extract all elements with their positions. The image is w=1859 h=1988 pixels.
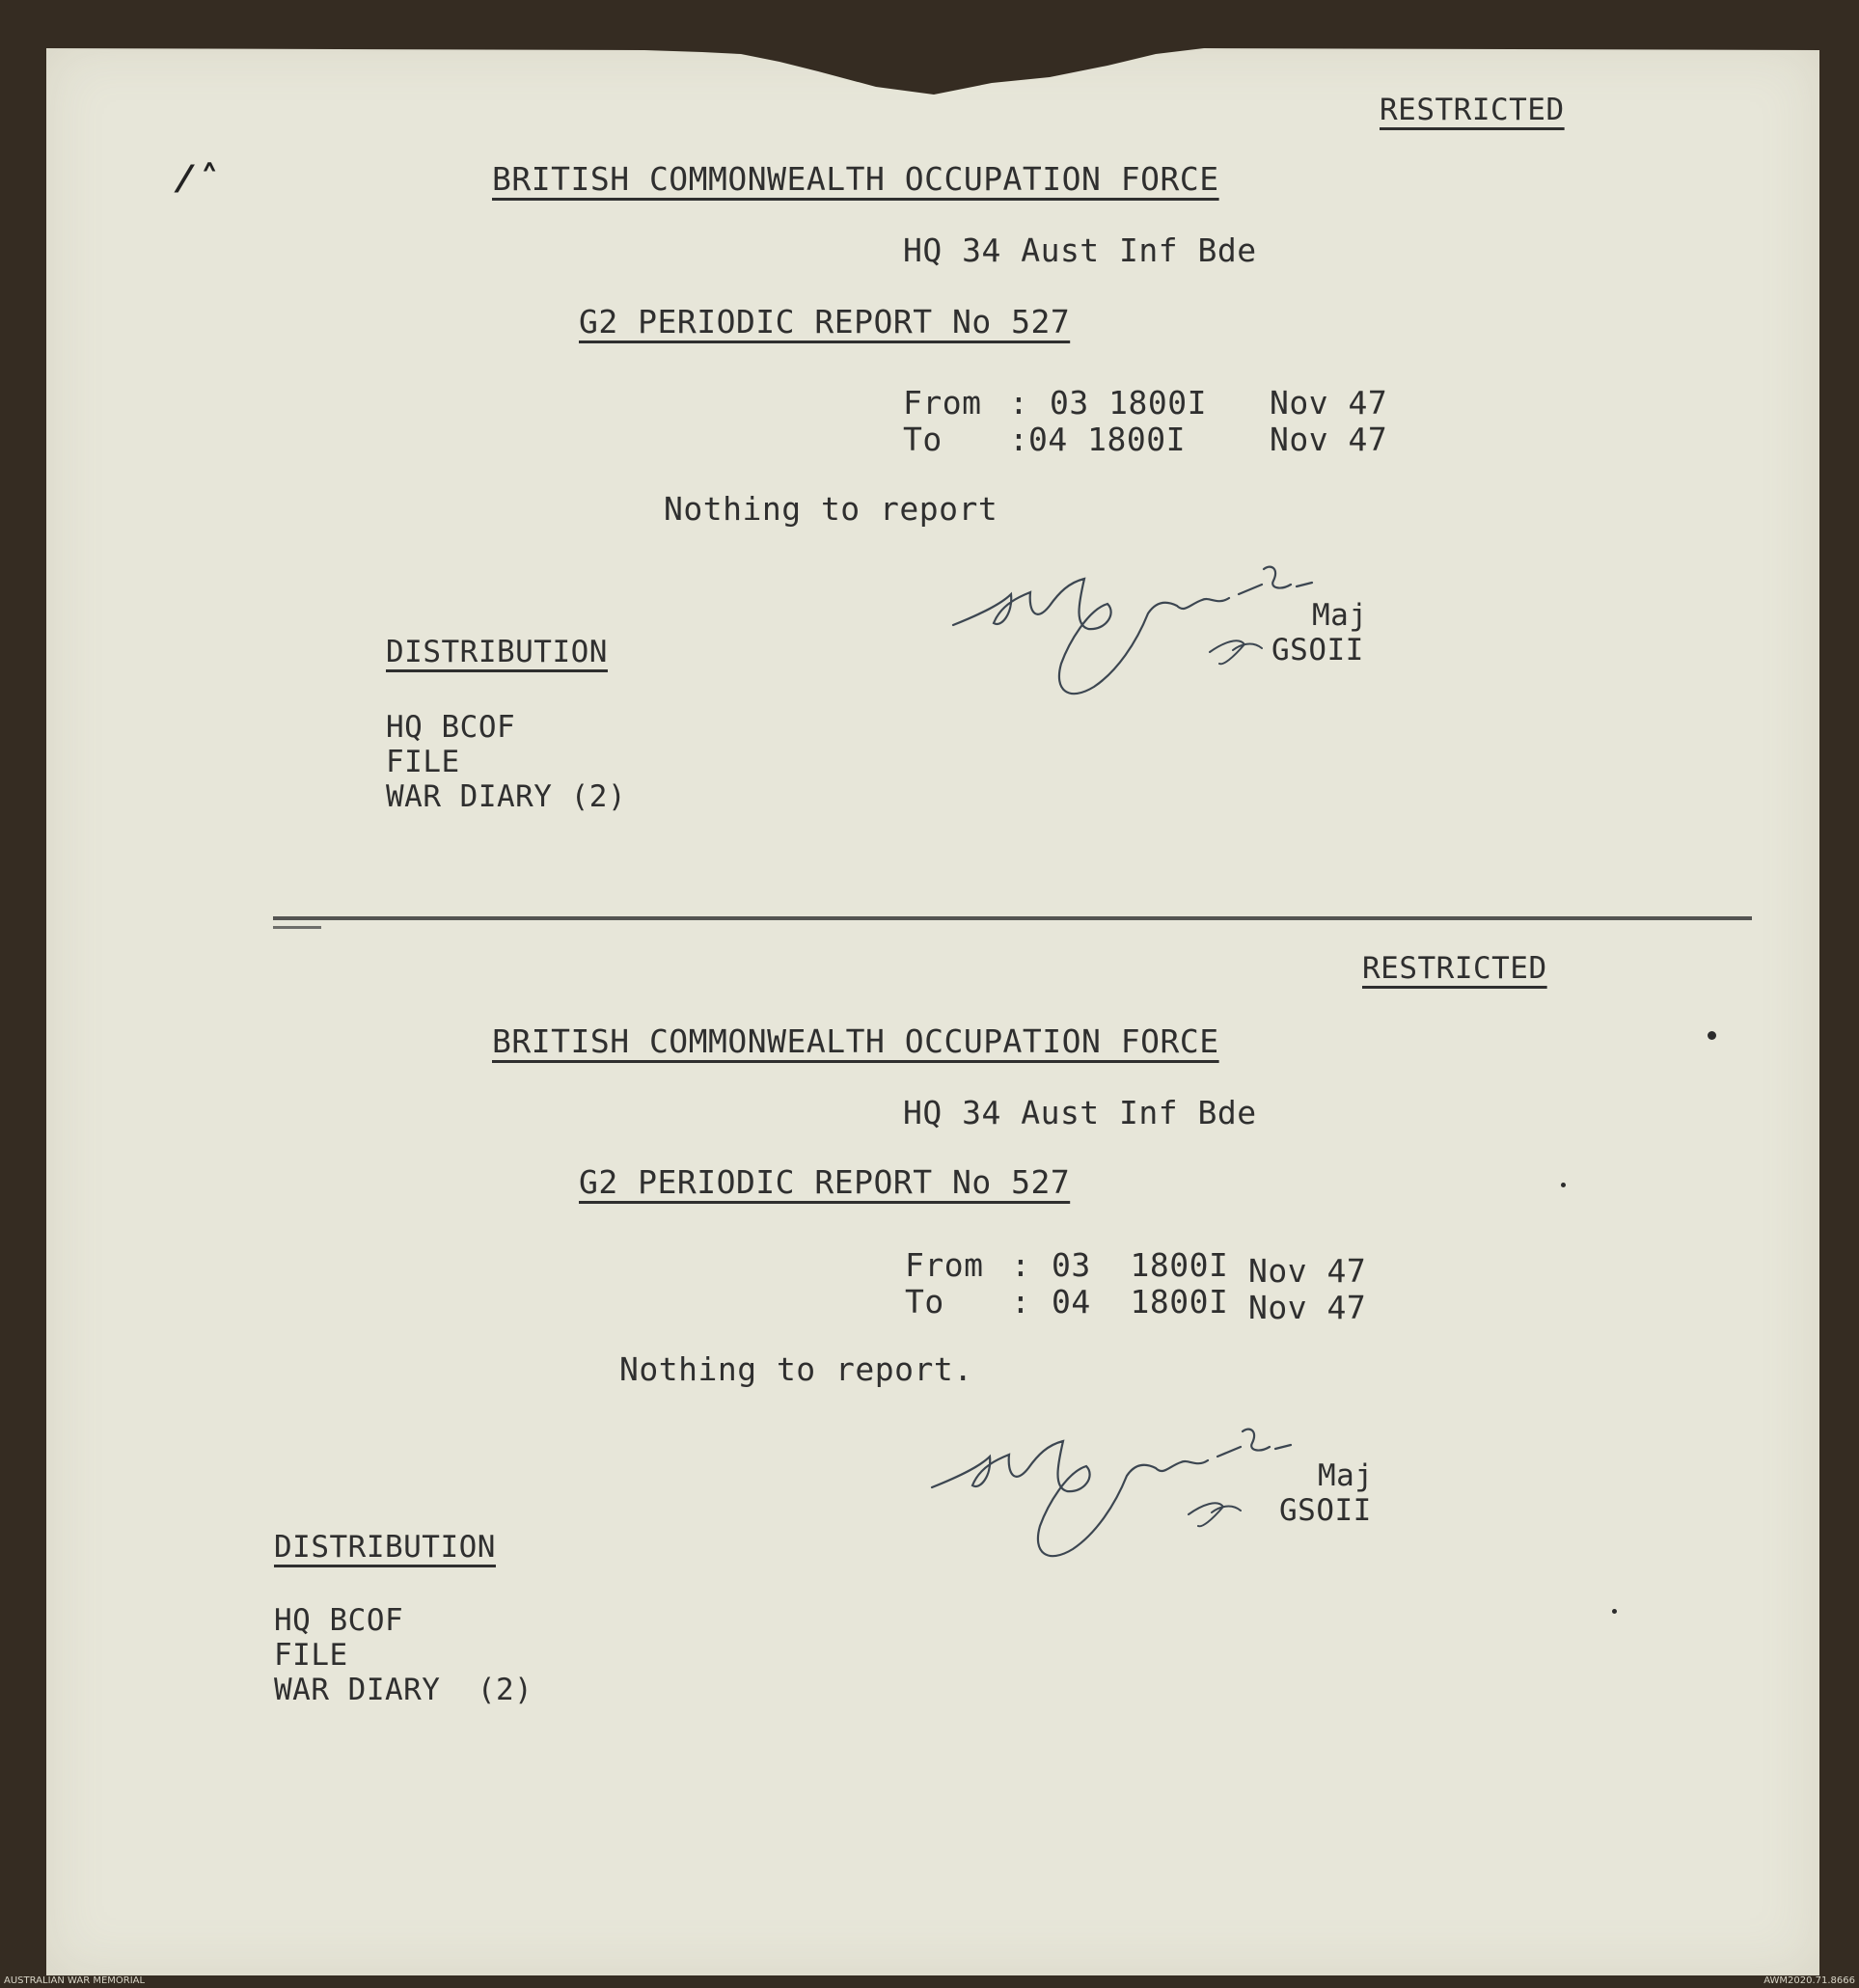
to-month: Nov 47 (1248, 1289, 1367, 1326)
distribution-heading: DISTRIBUTION (274, 1530, 496, 1565)
distribution-item: HQ BCOF (386, 710, 516, 745)
punch-mark-icon: ⁄ ˄ (181, 158, 219, 201)
to-datetime: 04 1800I (1052, 1283, 1229, 1321)
to-label: To (903, 421, 943, 458)
paper-speck (1561, 1183, 1566, 1187)
archive-footer-left: AUSTRALIAN WAR MEMORIAL (4, 1975, 146, 1986)
paper-speck (1612, 1609, 1617, 1614)
from-separator: : (1009, 384, 1029, 422)
classification-label: RESTRICTED (1362, 951, 1547, 986)
organisation-heading: BRITISH COMMONWEALTH OCCUPATION FORCE (492, 160, 1219, 198)
headquarters-line: HQ 34 Aust Inf Bde (903, 231, 1257, 269)
report-title: G2 PERIODIC REPORT No 527 (579, 1163, 1071, 1201)
to-datetime: 04 1800I (1028, 421, 1186, 458)
from-month: Nov 47 (1270, 384, 1388, 422)
distribution-item: FILE (274, 1638, 348, 1673)
document-page (46, 44, 1819, 1975)
distribution-item: WAR DIARY (2) (274, 1673, 533, 1707)
report-title: G2 PERIODIC REPORT No 527 (579, 303, 1071, 340)
signatory-rank: Maj (1312, 598, 1368, 633)
organisation-heading: BRITISH COMMONWEALTH OCCUPATION FORCE (492, 1022, 1219, 1060)
from-datetime: 03 1800I (1052, 1246, 1229, 1284)
distribution-item: WAR DIARY (2) (386, 779, 627, 814)
from-datetime: 03 1800I (1050, 384, 1207, 422)
to-label: To (905, 1283, 944, 1321)
to-month: Nov 47 (1270, 421, 1388, 458)
signatory-rank: Maj (1318, 1458, 1374, 1493)
distribution-heading: DISTRIBUTION (386, 635, 608, 669)
classification-label: RESTRICTED (1380, 93, 1565, 127)
signatory-role: GSOII (1271, 633, 1364, 667)
signatory-role: GSOII (1279, 1493, 1372, 1528)
section-divider (273, 916, 1752, 920)
report-body: Nothing to report. (619, 1350, 973, 1388)
archive-footer-right: AWM2020.71.8666 (1763, 1975, 1855, 1986)
section-divider-mark (273, 926, 321, 929)
from-separator: : (1011, 1246, 1031, 1284)
report-body: Nothing to report (664, 490, 998, 528)
paper-speck (1708, 1031, 1716, 1040)
to-separator: : (1011, 1283, 1031, 1321)
from-month: Nov 47 (1248, 1252, 1367, 1290)
distribution-item: FILE (386, 745, 460, 779)
from-label: From (905, 1246, 984, 1284)
headquarters-line: HQ 34 Aust Inf Bde (903, 1094, 1257, 1131)
to-separator: : (1009, 421, 1029, 458)
handwritten-signature (922, 1399, 1327, 1563)
handwritten-signature (943, 536, 1349, 700)
from-label: From (903, 384, 982, 422)
distribution-item: HQ BCOF (274, 1603, 404, 1638)
